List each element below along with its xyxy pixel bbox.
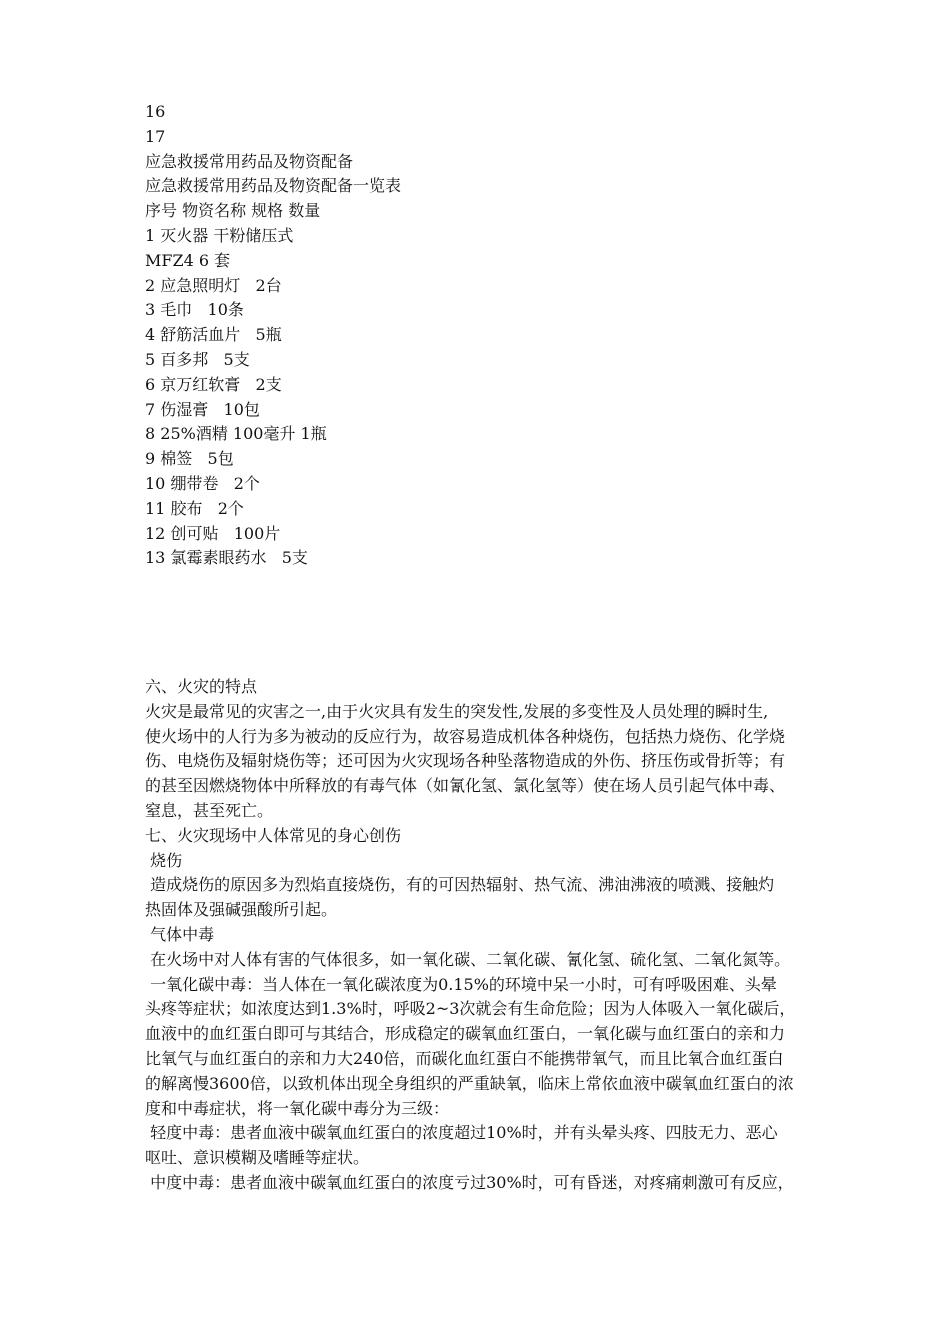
table-header: 序号 物资名称 规格 数量 (145, 201, 321, 221)
paragraph-line: 的甚至因燃烧物体中所释放的有毒气体（如氰化氢、氯化氢等）使在场人员引起气体中毒、 (145, 776, 786, 796)
paragraph-line: 呕吐、意识模糊及嗜睡等症状。 (145, 1148, 370, 1168)
table-title: 应急救援常用药品及物资配备一览表 (145, 176, 402, 196)
supplies-list (145, 100, 825, 571)
paragraph-line: 比氧气与血红蛋白的亲和力大240倍，而碳化血红蛋白不能携带氧气，而且比氧合血红蛋白 (145, 1048, 784, 1068)
paragraph-line: 火灾是最常见的灾害之一,由于火灾具有发生的突发性,发展的多变性及人员处理的瞬时生, (145, 701, 769, 721)
section-heading: 七、火灾现场中人体常见的身心创伤 (145, 825, 402, 845)
paragraph-line: 一氧化碳中毒：当人体在一氧化碳浓度为0.15%的环境中呆一小时，可有呼吸困难、头晕 (145, 974, 777, 994)
paragraph-line: 造成烧伤的原因多为烈焰直接烧伤，有的可因热辐射、热气流、沸油沸液的喷溅、接触灼 (145, 875, 775, 895)
subheading-burns: 烧伤 (145, 850, 183, 870)
table-row: 9 棉签 5包 (145, 449, 234, 469)
paragraph-line: 伤、电烧伤及辐射烧伤等；还可因为火灾现场各种坠落物造成的外伤、挤压伤或骨折等；有 (145, 751, 786, 771)
paragraph-line: 中度中毒：患者血液中碳氧血红蛋白的浓度亏过30%时，可有昏迷，对疼痛刺激可有反应， (145, 1172, 794, 1192)
section-heading: 六、火灾的特点 (145, 677, 258, 696)
table-row: 7 伤湿膏 10包 (145, 399, 260, 419)
page-number: 16 (145, 102, 166, 121)
table-row: 2 应急照明灯 2台 (145, 275, 282, 295)
table-row: 1 灭火器 干粉储压式 (145, 225, 294, 245)
table-row: 10 绷带卷 2个 (145, 473, 260, 493)
paragraph-line: 使火场中的人行为多为被动的反应行为，故容易造成机体各种烧伤，包括热力烧伤、化学烧 (145, 726, 786, 746)
table-row: 12 创可贴 100片 (145, 523, 281, 543)
paragraph-line: 热固体及强碱强酸所引起。 (145, 900, 338, 920)
table-row: 4 舒筋活血片 5瓶 (145, 325, 282, 345)
paragraph-line: 度和中毒症状，将一氧化碳中毒分为三级： (145, 1098, 450, 1118)
paragraph-line: 的解离慢3600倍，以致机体出现全身组织的严重缺氧，临床上常依血液中碳氧血红蛋白的浓 (145, 1073, 794, 1093)
paragraph-line: 轻度中毒：患者血液中碳氧血红蛋白的浓度超过10%时，并有头晕头疼、四肢无力、恶心 (145, 1123, 778, 1143)
paragraph-line: 血液中的血红蛋白即可与其结合，形成稳定的碳氧血红蛋白，一氧化碳与血红蛋白的亲和力 (145, 1024, 786, 1044)
table-row: 11 胶布 2个 (145, 498, 244, 518)
table-row: 3 毛巾 10条 (145, 300, 244, 320)
body-text (145, 675, 825, 1196)
page-number: 17 (145, 126, 166, 146)
table-row: MFZ4 6 套 (145, 250, 231, 270)
subheading-gas-poisoning: 气体中毒 (145, 924, 215, 944)
table-row: 13 氯霉素眼药水 5支 (145, 548, 308, 568)
paragraph-line: 头疼等症状；如浓度达到1.3%时，呼吸2~3次就会有生命危险；因为人体吸入一氧化碳后， (145, 999, 796, 1019)
document-title: 应急救援常用药品及物资配备 (145, 151, 354, 171)
paragraph-line: 窒息，甚至死亡。 (145, 800, 274, 820)
table-row: 6 京万红软膏 2支 (145, 374, 282, 394)
table-row: 5 百多邦 5支 (145, 349, 250, 369)
table-row: 8 25%酒精 100毫升 1瓶 (145, 424, 327, 444)
paragraph-line: 在火场中对人体有害的气体很多，如一氧化碳、二氧化碳、氰化氢、硫化氢、二氧化氮等。 (145, 949, 791, 969)
